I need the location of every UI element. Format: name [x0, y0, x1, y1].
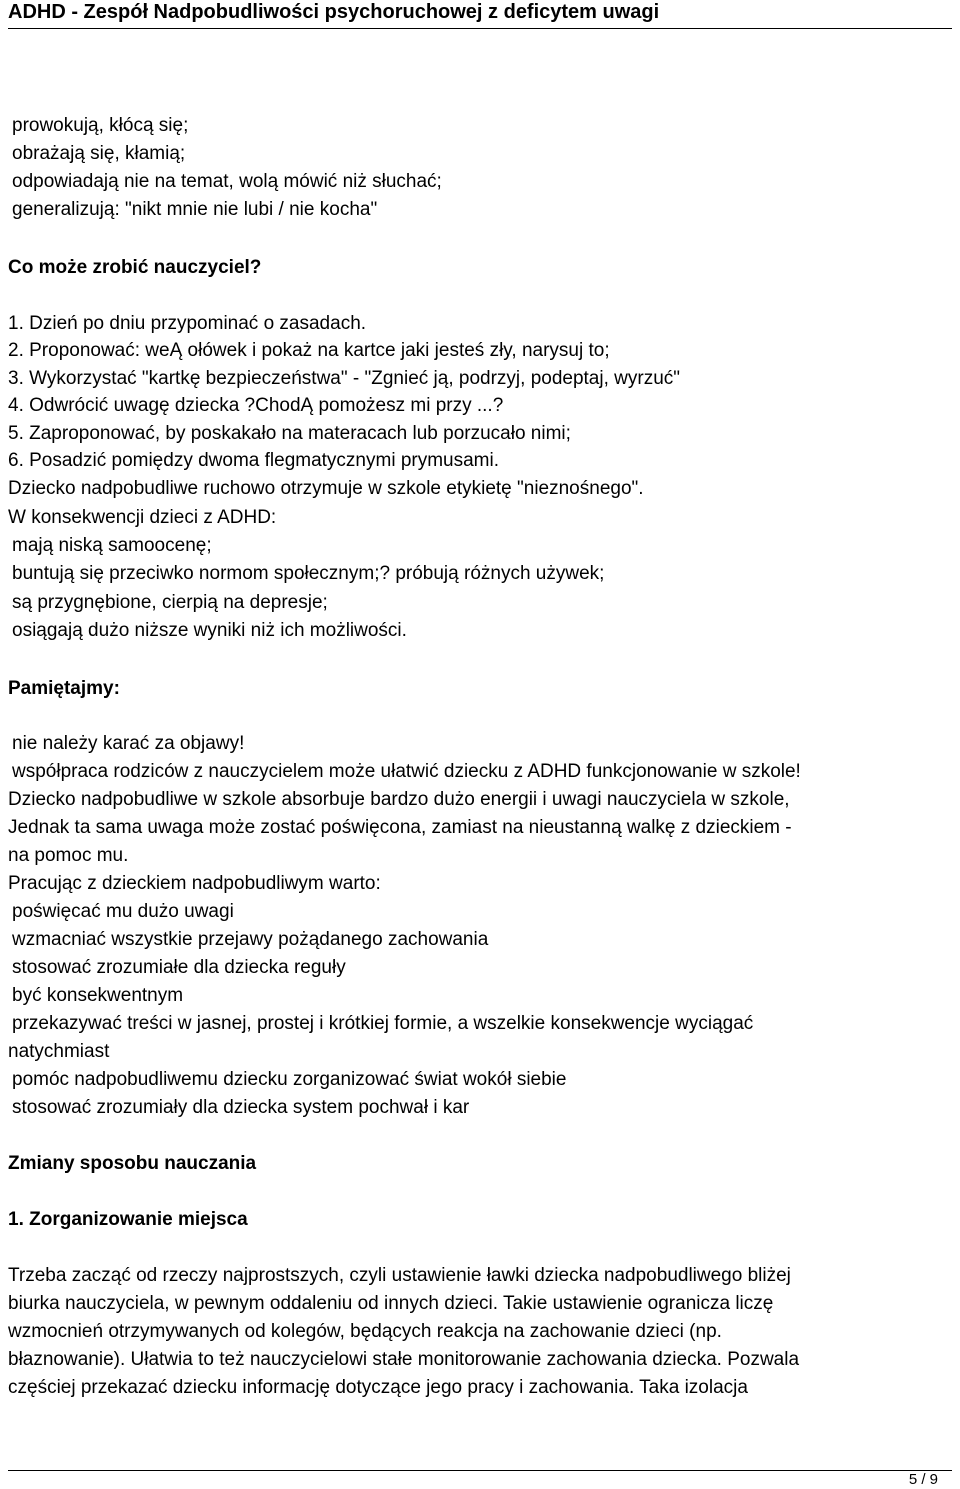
text-line: Dziecko nadpobudliwe ruchowo otrzymuje w szkole etykietę "nieznośnego".: [8, 478, 644, 499]
list-item-continuation: natychmiast: [8, 1041, 110, 1062]
section-heading: Zmiany sposobu nauczania: [8, 1153, 257, 1174]
list-item: buntują się przeciwko normom społecznym;? próbują różnych używek;: [12, 563, 605, 584]
paragraph-line: częściej przekazać dziecku informację dotyczące jego pracy i zachowania. Taka izolacja: [8, 1377, 748, 1398]
list-item: nie należy karać za objawy!: [12, 733, 245, 754]
page-header: [8, 0, 952, 29]
list-item: 3. Wykorzystać "kartkę bezpieczeństwa" - "Zgnieć ją, podrzyj, podeptaj, wyrzuć": [8, 368, 681, 389]
list-item: 6. Posadzić pomiędzy dwoma flegmatycznymi prymusami.: [8, 450, 500, 471]
list-item: mają niską samoocenę;: [12, 535, 212, 556]
text-line: Jednak ta sama uwaga może zostać poświęcona, zamiast na nieustanną walkę z dzieckiem -: [8, 817, 792, 838]
list-item: 1. Dzień po dniu przypominać o zasadach.: [8, 313, 367, 334]
list-item: pomóc nadpobudliwemu dziecku zorganizować świat wokół siebie: [12, 1069, 567, 1090]
list-item: przekazywać treści w jasnej, prostej i krótkiej formie, a wszelkie konsekwencje wyciągać: [12, 1013, 754, 1034]
text-line: Pracując z dzieckiem nadpobudliwym warto:: [8, 873, 381, 894]
paragraph-line: biurka nauczyciela, w pewnym oddaleniu od innych dzieci. Takie ustawienie ogranicza liczę: [8, 1293, 774, 1314]
text-line: W konsekwencji dzieci z ADHD:: [8, 507, 277, 528]
list-item: być konsekwentnym: [12, 985, 184, 1006]
list-item: wzmacniać wszystkie przejawy pożądanego zachowania: [12, 929, 489, 950]
paragraph-line: wzmocnień otrzymywanych od kolegów, będących reakcja na zachowanie dzieci (np.: [8, 1321, 722, 1342]
list-item: 4. Odwrócić uwagę dziecka ?ChodĄ pomożesz mi przy ...?: [8, 395, 504, 416]
text-line: Dziecko nadpobudliwe w szkole absorbuje bardzo dużo energii i uwagi nauczyciela w szkole,: [8, 789, 790, 810]
list-item: poświęcać mu dużo uwagi: [12, 901, 234, 922]
subsection-heading: 1. Zorganizowanie miejsca: [8, 1209, 248, 1230]
section-heading: Pamiętajmy:: [8, 678, 120, 699]
list-item: 2. Proponować: weĄ ołówek i pokaż na kartce jaki jesteś zły, narysuj to;: [8, 340, 610, 361]
list-item: 5. Zaproponować, by poskakało na materacach lub porzucało nimi;: [8, 423, 571, 444]
text-line: generalizują: "nikt mnie nie lubi / nie kocha": [12, 199, 378, 220]
paragraph-line: błaznowanie). Ułatwia to też nauczycielowi stałe monitorowanie zachowania dziecka. Pozwala: [8, 1349, 800, 1370]
text-line: prowokują, kłócą się;: [12, 115, 189, 136]
text-line: obrażają się, kłamią;: [12, 143, 186, 164]
text-line: na pomoc mu.: [8, 845, 129, 866]
page-number: 5 / 9: [908, 1471, 938, 1488]
paragraph-line: Trzeba zacząć od rzeczy najprostszych, czyli ustawienie ławki dziecka nadpobudliwego bliżej: [8, 1265, 791, 1286]
footer-divider: [8, 1470, 952, 1471]
list-item: osiągają dużo niższe wyniki niż ich możliwości.: [12, 620, 407, 641]
list-item: stosować zrozumiały dla dziecka system pochwał i kar: [12, 1097, 470, 1118]
document-title: ADHD - Zespół Nadpobudliwości psychoruchowej z deficytem uwagi: [8, 1, 660, 23]
list-item: stosować zrozumiałe dla dziecka reguły: [12, 957, 346, 978]
list-item: współpraca rodziców z nauczycielem może ułatwić dziecku z ADHD funkcjonowanie w szkole!: [12, 761, 801, 782]
section-heading: Co może zrobić nauczyciel?: [8, 257, 262, 278]
text-line: odpowiadają nie na temat, wolą mówić niż słuchać;: [12, 171, 442, 192]
list-item: są przygnębione, cierpią na depresje;: [12, 592, 328, 613]
